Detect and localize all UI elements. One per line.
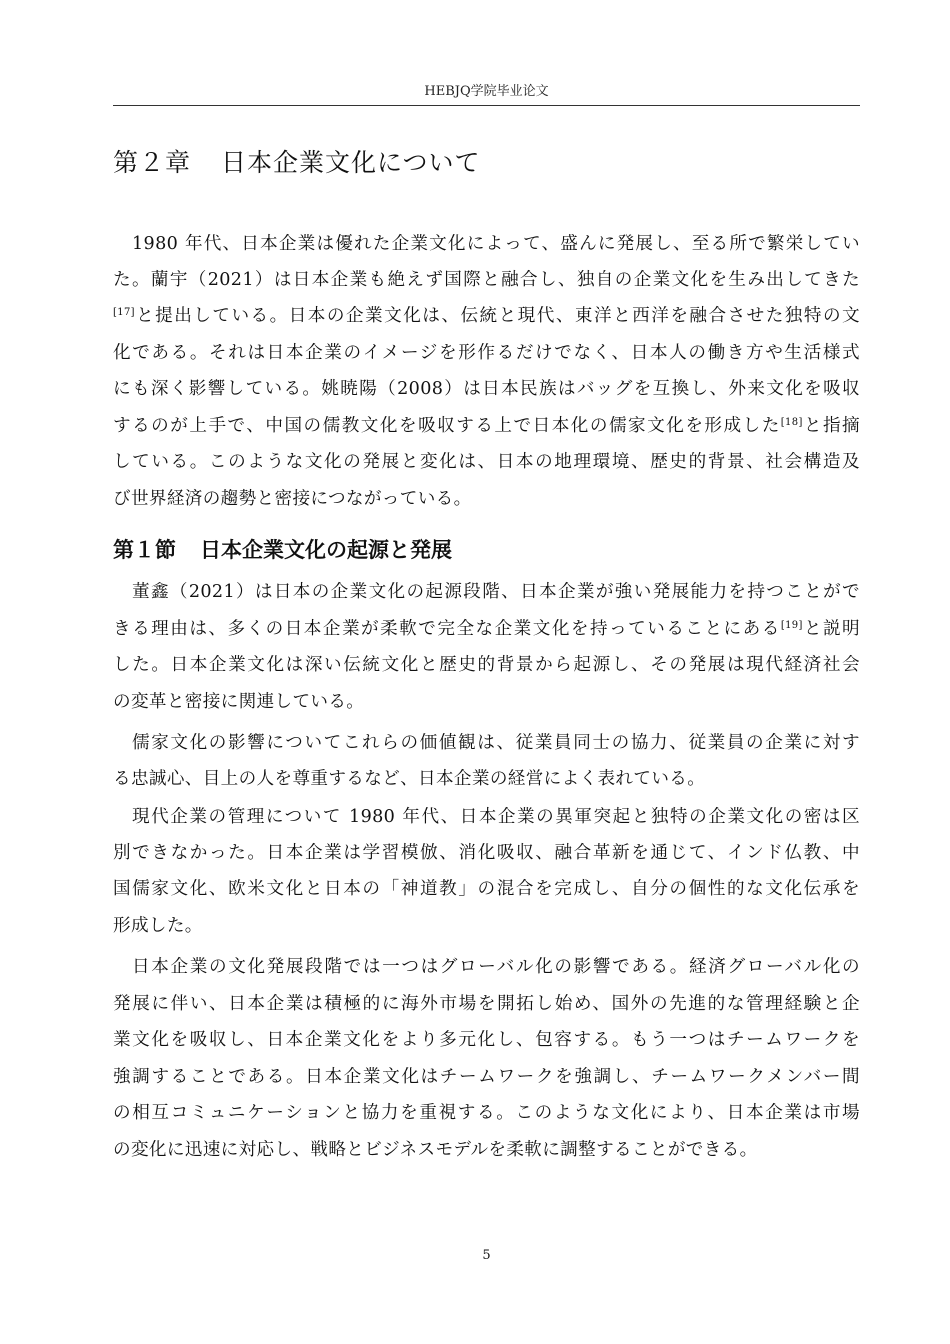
p3-line-4: 形成した。 [113,916,203,936]
p3-line-1: 現代企業の管理について 1980 年代、日本企業の異軍突起と独特の企業文化の密は区 [132,807,860,827]
p4-line-4: 強調することである。日本企業文化はチームワークを強調し、チームワークメンバー間 [113,1067,860,1087]
section-number: 第１節 [113,538,176,562]
intro-line-2: た。蘭宇（2021）は日本企業も絶えず国際と融合し、独自の企業文化を生み出してきた [113,270,860,290]
page-number: 5 [482,1248,491,1263]
p1-line-1: 董鑫（2021）は日本の企業文化の起源段階、日本企業が強い発展能力を持つことがで [132,582,860,602]
p2-line-1: 儒家文化の影響についてこれらの価値観は、従業員同士の協力、従業員の企業に対す [132,733,860,753]
citation-17: [17] [113,307,135,318]
chapter-title-text: 日本企業文化について [221,148,481,177]
p4-line-3: 業文化を吸収し、日本企業文化をより多元化し、包容する。もう一つはチームワークを [113,1030,860,1050]
intro-line-6: するのが上手で、中国の儒教文化を吸収する上で日本化の儒家文化を形成した[18]と指摘 [113,416,860,436]
intro-line-4: 化である。それは日本企業のイメージを形作るだけでなく、日本人の働き方や生活様式 [113,343,860,363]
p3-line-2: 別できなかった。日本企業は学習模倣、消化吸収、融合革新を通じて、インド仏教、中 [113,843,860,863]
running-header: HEBJQ学院毕业论文 [424,84,549,99]
intro-line-7: している。このような文化の発展と変化は、日本の地理環境、歴史的背景、社会構造及 [113,452,860,472]
intro-line-5: にも深く影響している。姚暁陽（2008）は日本民族はバッグを互換し、外来文化を吸収 [113,379,860,399]
citation-18: [18] [780,417,803,428]
intro-line-8: び世界経済の趨勢と密接につながっている。 [113,489,472,509]
intro-line-1: 1980 年代、日本企業は優れた企業文化によって、盛んに発展し、至る所で繁栄してい [132,234,860,254]
p1-line-2: きる理由は、多くの日本企業が柔軟で完全な企業文化を持っていることにある[19]と説明 [113,619,860,639]
section-title [113,534,860,564]
citation-19: [19] [780,620,803,631]
p4-line-2: 発展に伴い、日本企業は積極的に海外市場を開拓し始め、国外の先進的な管理経験と企 [113,994,860,1014]
p1-line-3: した。日本企業文化は深い伝統文化と歴史的背景から起源し、その発展は現代経済社会 [113,655,860,675]
header-rule [113,105,860,106]
p3-line-3: 国儒家文化、欧米文化と日本の「神道教」の混合を完成し、自分の個性的な文化伝承を [113,879,860,899]
section-title-text: 日本企業文化の起源と発展 [200,538,452,562]
p2-line-2: る忠誠心、目上の人を尊重するなど、日本企業の経営によく表れている。 [113,769,706,789]
p4-line-1: 日本企業の文化発展段階では一つはグローバル化の影響である。経済グローバル化の [132,957,860,977]
chapter-number: 第２章 [113,148,192,177]
chapter-title [113,143,860,179]
p4-line-6: の変化に迅速に対応し、戦略とビジネスモデルを柔軟に調整することができる。 [113,1140,758,1160]
intro-line-3: [17]と提出している。日本の企業文化は、伝統と現代、東洋と西洋を融合させた独特の文 [113,306,860,326]
p1-line-4: の変革と密接に関連している。 [113,692,365,712]
p4-line-5: の相互コミュニケーションと協力を重視する。このような文化により、日本企業は市場 [113,1103,860,1123]
